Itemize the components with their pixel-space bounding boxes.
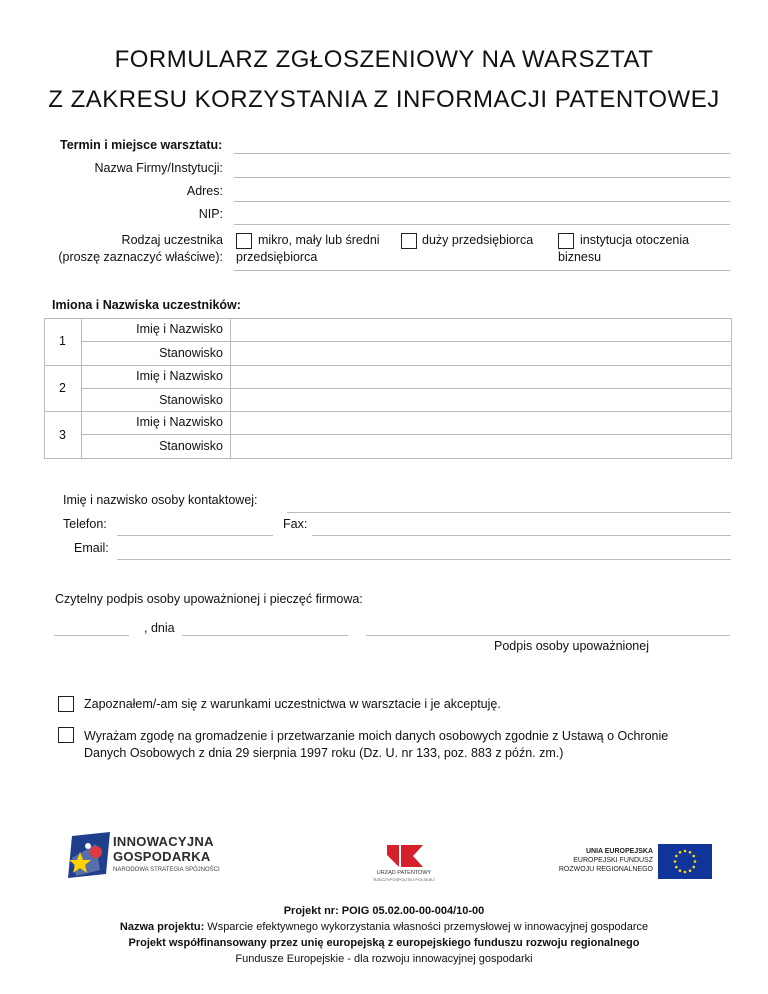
opt-mikro-a: mikro, mały lub średni — [258, 233, 380, 247]
star-flag-icon — [66, 830, 116, 880]
participant-number-1: 1 — [59, 334, 66, 348]
checkbox-duzy[interactable] — [401, 233, 417, 249]
consent-1-checkbox[interactable] — [58, 696, 74, 712]
rodzaj-label-2: (proszę zaznaczyć właściwe): — [58, 250, 223, 264]
email-label: Email: — [74, 541, 109, 555]
eu-line1: UNIA EUROPEJSKA — [585, 848, 653, 855]
rodzaj-label-1: Rodzaj uczestnika — [121, 233, 223, 247]
participant-2-position-label: Stanowisko — [159, 393, 223, 407]
innowacyjna-gospodarka-logo — [66, 830, 116, 880]
eu-line3: ROZWOJU REGIONALNEGO — [558, 866, 653, 873]
consent-2-text-a: Wyrażam zgodę na gromadzenie i przetwarzanie moich danych osobowych zgodnie z Ustawą o Ochronie — [84, 729, 669, 743]
date-input-line[interactable] — [182, 635, 348, 636]
signature-caption: Podpis osoby upoważnionej — [494, 639, 649, 653]
footer-funds: Fundusze Europejskie - dla rozwoju innowacyjnej gospodarki — [235, 953, 533, 965]
opt-instytucja-b: biznesu — [558, 250, 602, 264]
dnia-label: , dnia — [144, 621, 175, 635]
signature-input-line[interactable] — [366, 635, 730, 636]
eu-flag — [658, 844, 712, 879]
up-line2: RZECZYPOSPOLITEJ POLSKIEJ — [373, 877, 435, 882]
participants-heading: Imiona i Nazwiska uczestników: — [52, 298, 241, 312]
ig-line1: INNOWACYJNA — [113, 834, 214, 849]
termin-input-line[interactable] — [234, 153, 730, 154]
firma-input-line[interactable] — [234, 177, 730, 178]
footer-project-name-label: Nazwa projektu: — [119, 921, 205, 933]
phone-input-line[interactable] — [117, 535, 273, 536]
participant-3-name-field[interactable] — [231, 412, 730, 434]
fax-label: Fax: — [283, 517, 308, 531]
participant-1-name-label: Imię i Nazwisko — [136, 322, 223, 336]
participant-number-2: 2 — [59, 381, 66, 395]
participant-number-3: 3 — [59, 428, 66, 442]
opt-instytucja-a: instytucja otoczenia — [580, 233, 690, 247]
checkbox-mikro[interactable] — [236, 233, 252, 249]
participant-2-name-field[interactable] — [231, 366, 730, 388]
participant-2-name-label: Imię i Nazwisko — [136, 369, 223, 383]
footer-project-name-value: Wsparcie efektywnego wykorzystania własności przemysłowej w innowacyjnej gospodarce — [204, 921, 649, 933]
consent-1-text: Zapoznałem/-am się z warunkami uczestnictwa w warsztacie i je akceptuję. — [84, 697, 501, 711]
participant-3-position-field[interactable] — [231, 435, 730, 457]
opt-mikro-b: przedsiębiorca — [236, 250, 318, 264]
urzad-patentowy-logo — [385, 843, 425, 869]
up-line1: URZĄD PATENTOWY — [376, 870, 432, 876]
participant-1-name-field[interactable] — [231, 319, 730, 341]
eu-line2: EUROPEJSKI FUNDUSZ — [573, 857, 653, 864]
consent-2-checkbox[interactable] — [58, 727, 74, 743]
participant-3-name-label: Imię i Nazwisko — [136, 415, 223, 429]
participant-1-position-label: Stanowisko — [159, 346, 223, 360]
firma-label: Nazwa Firmy/Instytucji: — [94, 161, 223, 175]
footer-cofinanced: Projekt współfinansowany przez unię europejską z europejskiego funduszu rozwoju regionalnego — [128, 937, 640, 949]
ig-line2: GOSPODARKA — [113, 849, 211, 864]
form-title-line2: Z ZAKRESU KORZYSTANIA Z INFORMACJI PATENTOWEJ — [48, 86, 720, 113]
nip-input-line[interactable] — [234, 224, 730, 225]
phone-label: Telefon: — [63, 517, 107, 531]
signature-heading: Czytelny podpis osoby upoważnionej i pieczęć firmowa: — [55, 592, 363, 606]
footer-project-nr: Projekt nr: POIG 05.02.00-00-004/10-00 — [283, 905, 485, 917]
termin-label: Termin i miejsce warsztatu: — [60, 138, 223, 152]
fax-input-line[interactable] — [312, 535, 731, 536]
ig-line3: NARODOWA STRATEGIA SPÓJNOŚCI — [113, 867, 220, 873]
contact-person-input-line[interactable] — [287, 512, 731, 513]
adres-input-line[interactable] — [234, 201, 730, 202]
email-input-line[interactable] — [117, 559, 731, 560]
place-input-line[interactable] — [54, 635, 129, 636]
adres-label: Adres: — [186, 184, 223, 198]
checkbox-instytucja[interactable] — [558, 233, 574, 249]
rodzaj-underline — [234, 270, 730, 271]
participant-2-position-field[interactable] — [231, 389, 730, 411]
contact-person-label: Imię i nazwisko osoby kontaktowej: — [63, 493, 258, 507]
nip-label: NIP: — [198, 207, 223, 221]
up-emblem-icon — [385, 843, 425, 869]
consent-2-text-b: Danych Osobowych z dnia 29 sierpnia 1997 roku (Dz. U. nr 133, poz. 883 z późn. zm.) — [84, 746, 564, 760]
participant-1-position-field[interactable] — [231, 342, 730, 364]
footer-project-name — [0, 921, 768, 933]
participant-3-position-label: Stanowisko — [159, 439, 223, 453]
opt-duzy: duży przedsiębiorca — [422, 233, 534, 247]
eu-stars-icon — [658, 844, 712, 879]
form-title-line1: FORMULARZ ZGŁOSZENIOWY NA WARSZTAT — [114, 46, 654, 73]
